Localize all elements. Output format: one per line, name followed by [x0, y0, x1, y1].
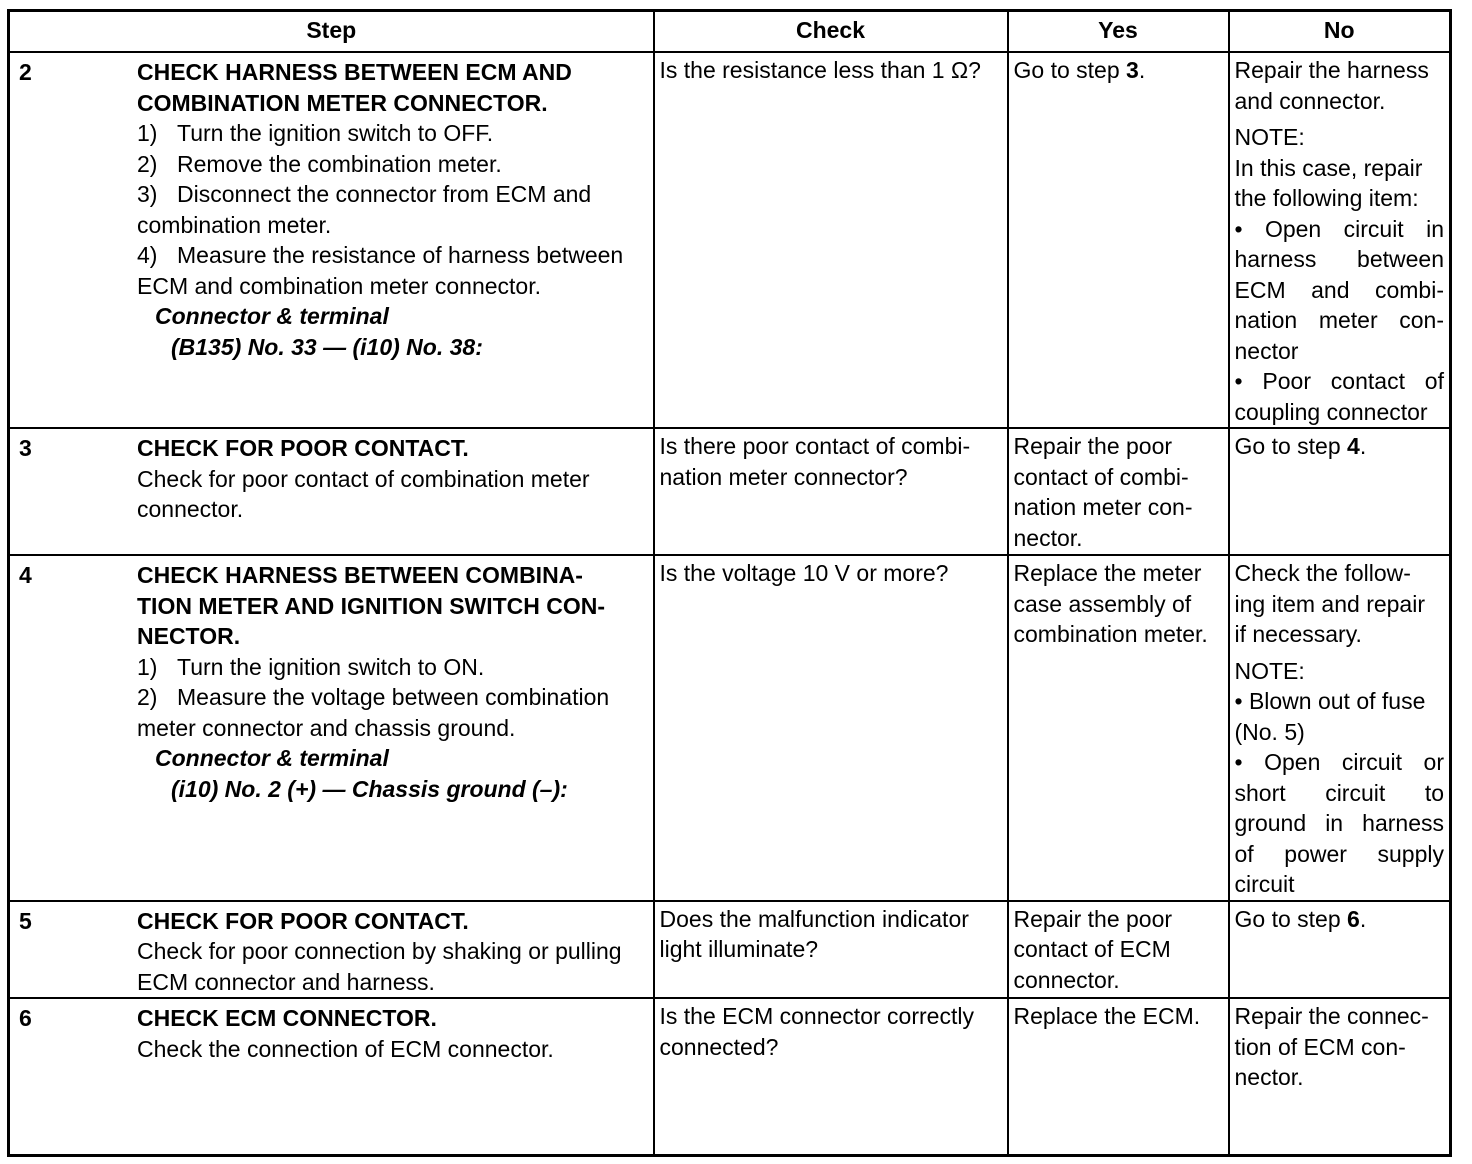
- no-text-line: nector.: [1234, 1064, 1304, 1090]
- step-cell: [9, 428, 654, 555]
- no-cell: Go to step 6.: [1229, 901, 1451, 999]
- step-number: 2: [19, 59, 32, 85]
- no-cell: [1229, 998, 1451, 1156]
- header-no: No: [1229, 11, 1451, 53]
- header-check: Check: [654, 11, 1008, 53]
- step-title-line: COMBINATION METER CONNECTOR.: [137, 89, 548, 116]
- bullet-line: • Poor contact of: [1234, 368, 1444, 394]
- step-body-line: ECM connector and harness.: [137, 968, 435, 995]
- check-text-line: Does the malfunction indicator: [659, 905, 969, 932]
- step-title-line: CHECK HARNESS BETWEEN ECM AND: [137, 59, 572, 85]
- table-row-step-2: [9, 52, 1451, 428]
- bullet-line: nector: [1234, 337, 1299, 364]
- step-title-line: NECTOR.: [137, 623, 241, 649]
- check-text-line: connected?: [659, 1033, 779, 1060]
- bullet-line: of power supply: [1234, 840, 1444, 867]
- no-text-line: ing item and repair: [1234, 590, 1425, 617]
- table-row-step-6: [9, 998, 1451, 1156]
- yes-cell: [1008, 555, 1229, 901]
- step-instruction-cont: ECM and combination meter connector.: [137, 272, 541, 299]
- yes-text-line: contact of combi-: [1013, 463, 1189, 490]
- check-text: Is the voltage 10 V or more?: [659, 560, 949, 586]
- bullet-line: circuit: [1234, 871, 1295, 897]
- bullet-line: ECM and combi-: [1234, 276, 1444, 303]
- step-body-line: Check for poor contact of combination meter: [137, 465, 590, 492]
- yes-text-line: connector.: [1013, 966, 1120, 993]
- check-cell: [654, 52, 1008, 428]
- yes-cell: [1008, 901, 1229, 999]
- bullet-line: harness between: [1234, 246, 1444, 272]
- bullet-line: • Blown out of fuse: [1234, 688, 1426, 714]
- step-cell: [9, 555, 654, 901]
- yes-text-line: combination meter.: [1013, 621, 1208, 647]
- step-instruction-cont: combination meter.: [137, 211, 332, 238]
- step-number: 4: [19, 562, 32, 588]
- yes-text-line: case assembly of: [1013, 590, 1192, 617]
- bullet-line: • Open circuit or: [1234, 749, 1444, 775]
- step-title: [137, 560, 642, 652]
- bullet-line: ground in harness: [1234, 810, 1444, 836]
- no-text-line: Check the follow-: [1234, 560, 1411, 586]
- check-cell: [654, 998, 1008, 1156]
- step-title-line: CHECK HARNESS BETWEEN COMBINA-: [137, 562, 583, 588]
- step-title: CHECK FOR POOR CONTACT.: [137, 907, 469, 934]
- header-row: [9, 11, 1451, 53]
- step-reference: 3: [1126, 57, 1139, 83]
- yes-text-line: Repair the poor: [1013, 433, 1173, 459]
- step-body-line: Check for poor connection by shaking or pulling: [137, 938, 622, 964]
- step-title: CHECK ECM CONNECTOR.: [137, 1005, 437, 1031]
- table-row-step-4: [9, 555, 1451, 901]
- yes-text-line: Repair the poor: [1013, 905, 1173, 932]
- check-text-line: light illuminate?: [659, 936, 819, 962]
- step-title-line: TION METER AND IGNITION SWITCH CON-: [137, 592, 606, 619]
- no-cell: [1229, 52, 1451, 428]
- note-line: In this case, repair: [1234, 154, 1423, 181]
- no-cell: [1229, 555, 1451, 901]
- step-instruction-cont: meter connector and chassis ground.: [137, 714, 516, 741]
- diagnostic-table: [7, 9, 1452, 1157]
- connector-label: Connector & terminal: [155, 745, 389, 771]
- yes-text-line: Replace the meter: [1013, 560, 1202, 586]
- step-reference: 6: [1347, 905, 1360, 932]
- step-cell: [9, 901, 654, 999]
- check-text: Is the resistance less than 1 Ω?: [659, 57, 981, 83]
- step-instruction: 3) Disconnect the connector from ECM and: [137, 181, 592, 207]
- connector-label: Connector & terminal: [155, 303, 389, 329]
- step-instruction: 2) Remove the combination meter.: [137, 150, 502, 177]
- check-text-line: Is the ECM connector correctly: [659, 1003, 974, 1029]
- note-line: the following item:: [1234, 185, 1419, 211]
- step-reference: 4: [1347, 433, 1360, 459]
- yes-text-line: Replace the ECM.: [1013, 1003, 1201, 1029]
- no-text-line: and connector.: [1234, 87, 1386, 114]
- bullet-line: short circuit to: [1234, 779, 1444, 806]
- bullet-line: nation meter con-: [1234, 307, 1444, 333]
- step-number: 5: [19, 907, 32, 934]
- yes-cell: [1008, 428, 1229, 555]
- header-yes: Yes: [1008, 11, 1229, 53]
- table-row-step-5: [9, 901, 1451, 999]
- yes-text-line: contact of ECM: [1013, 936, 1171, 962]
- step-body-line: Check the connection of ECM connector.: [137, 1035, 554, 1062]
- step-instruction: 1) Turn the ignition switch to OFF.: [137, 120, 494, 146]
- no-text-line: Repair the connec-: [1234, 1003, 1429, 1029]
- check-cell: [654, 555, 1008, 901]
- note-label: NOTE:: [1234, 657, 1305, 684]
- note-label: NOTE:: [1234, 124, 1305, 150]
- connector-value: (i10) No. 2 (+) — Chassis ground (–):: [171, 775, 568, 802]
- no-text-line: Repair the harness: [1234, 57, 1429, 83]
- step-body-line: connector.: [137, 496, 244, 522]
- step-title: [137, 57, 642, 118]
- yes-cell: Go to step 3.: [1008, 52, 1229, 428]
- table-row-step-3: [9, 428, 1451, 555]
- step-cell: [9, 998, 654, 1156]
- step-title: CHECK FOR POOR CONTACT.: [137, 435, 469, 461]
- connector-value: (B135) No. 33 — (i10) No. 38:: [171, 333, 483, 360]
- check-text-line: nation meter connector?: [659, 463, 908, 490]
- step-number: 3: [19, 435, 32, 461]
- no-cell: Go to step 4.: [1229, 428, 1451, 555]
- no-text-line: tion of ECM con-: [1234, 1033, 1406, 1060]
- no-text-line: if necessary.: [1234, 621, 1362, 647]
- check-text-line: Is there poor contact of combi-: [659, 433, 971, 459]
- check-cell: [654, 901, 1008, 999]
- yes-cell: [1008, 998, 1229, 1156]
- header-step: Step: [9, 11, 654, 53]
- step-cell: [9, 52, 654, 428]
- step-instruction: 4) Measure the resistance of harness between: [137, 242, 624, 268]
- step-instruction: 2) Measure the voltage between combination: [137, 684, 610, 710]
- yes-text-line: nector.: [1013, 524, 1083, 551]
- bullet-line: • Open circuit in: [1234, 215, 1444, 242]
- step-instruction: 1) Turn the ignition switch to ON.: [137, 653, 485, 680]
- bullet-line: (No. 5): [1234, 718, 1305, 745]
- yes-text-line: nation meter con-: [1013, 494, 1193, 520]
- check-cell: [654, 428, 1008, 555]
- bullet-line: coupling connector: [1234, 398, 1428, 425]
- step-number: 6: [19, 1005, 32, 1031]
